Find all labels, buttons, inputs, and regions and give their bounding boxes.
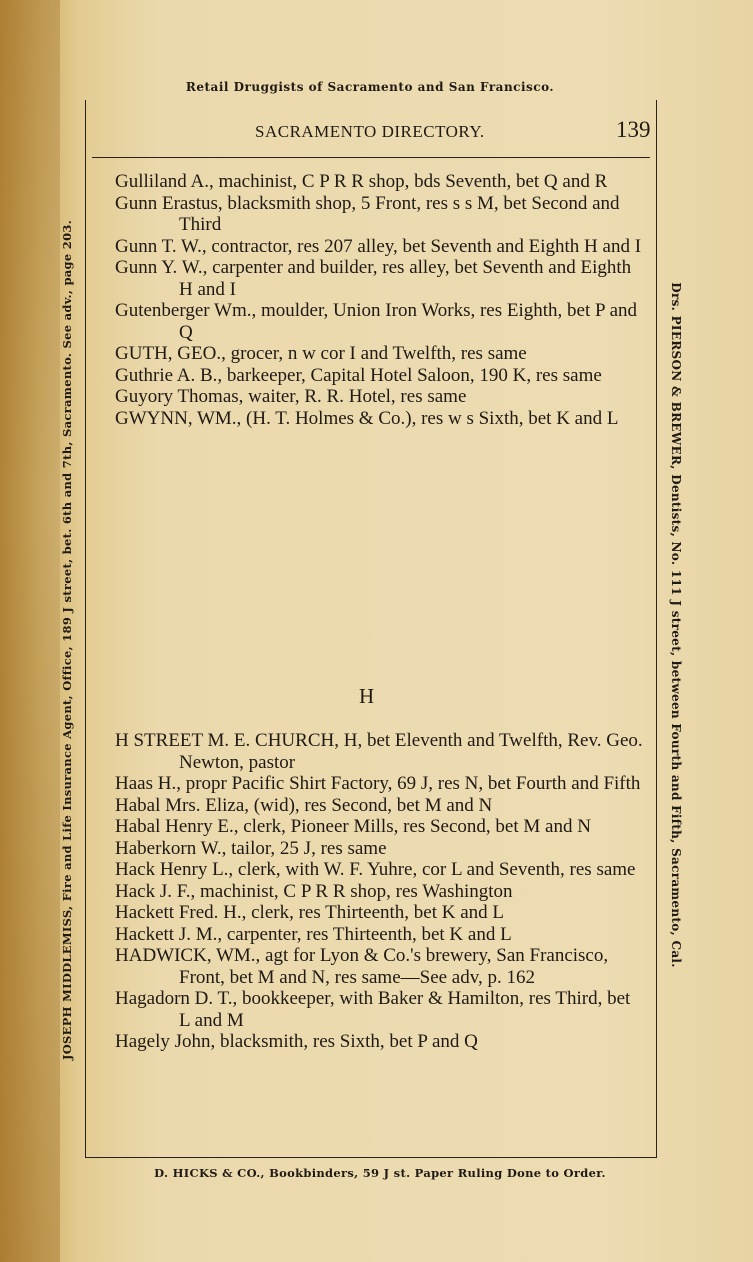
directory-entry: Gunn T. W., contractor, res 207 alley, bet Seventh and Eighth H and I xyxy=(115,235,642,257)
entries-list-h xyxy=(115,730,643,1053)
right-margin-text: Drs. PIERSON & BREWER, Dentists, No. 111 J street, between Fourth and Fifth, Sacramento, Cal. xyxy=(669,282,683,968)
directory-entry: GUTH, GEO., grocer, n w cor I and Twelfth, res same xyxy=(115,343,527,364)
directory-entry: Haas H., propr Pacific Shirt Factory, 69 J, res N, bet Fourth and Fifth xyxy=(115,773,641,794)
directory-entry: GWYNN, WM., (H. T. Holmes & Co.), res w s Sixth, bet K and L xyxy=(115,407,619,429)
directory-entry: HADWICK, WM., agt for Lyon & Co.'s brewery, San Francisco, Front, bet M and N, res same—See adv, p. 162 xyxy=(115,945,609,988)
directory-entry: Hack J. F., machinist, C P R R shop, res Washington xyxy=(115,880,513,902)
header-divider xyxy=(92,157,650,158)
directory-entry: Haberkorn W., tailor, 25 J, res same xyxy=(115,837,387,859)
entries-list-g xyxy=(115,171,643,429)
directory-entry: Gunn Y. W., carpenter and builder, res alley, bet Seventh and Eighth H and I xyxy=(115,257,632,300)
directory-entry: Hagadorn D. T., bookkeeper, with Baker & Hamilton, res Third, bet L and M xyxy=(115,988,631,1031)
directory-entry: Gulliland A., machinist, C P R R shop, bds Seventh, bet Q and R xyxy=(115,171,608,192)
directory-entry: Guyory Thomas, waiter, R. R. Hotel, res same xyxy=(115,386,467,407)
page-title: SACRAMENTO DIRECTORY. xyxy=(255,122,485,141)
page-number: 139 xyxy=(616,117,651,142)
left-margin-text: JOSEPH MIDDLEMISS, Fire and Life Insurance Agent, Office, 189 J street, bet. 6th and 7th, Sacramento. See adv., page 203. xyxy=(60,219,74,1061)
top-advertisement: Retail Druggists of Sacramento and San Francisco. xyxy=(185,80,555,94)
directory-entry: Hack Henry L., clerk, with W. F. Yuhre, cor L and Seventh, res same xyxy=(115,859,636,880)
directory-entry: Hackett Fred. H., clerk, res Thirteenth, bet K and L xyxy=(115,902,505,923)
directory-entry: Hagely John, blacksmith, res Sixth, bet P and Q xyxy=(115,1031,478,1052)
directory-entry: Hackett J. M., carpenter, res Thirteenth, bet K and L xyxy=(115,923,512,945)
section-heading-h: H xyxy=(359,684,375,708)
directory-entry: Habal Mrs. Eliza, (wid), res Second, bet M and N xyxy=(115,794,493,816)
directory-entry: Gunn Erastus, blacksmith shop, 5 Front, res s s M, bet Second and Third xyxy=(115,192,620,235)
directory-entry: H STREET M. E. CHURCH, H, bet Eleventh and Twelfth, Rev. Geo. Newton, pastor xyxy=(115,730,643,773)
directory-entry: Guthrie A. B., barkeeper, Capital Hotel Saloon, 190 K, res same xyxy=(115,364,602,386)
directory-entry: Habal Henry E., clerk, Pioneer Mills, res Second, bet M and N xyxy=(115,816,591,837)
directory-entry: Gutenberger Wm., moulder, Union Iron Works, res Eighth, bet P and Q xyxy=(115,300,638,343)
bottom-advertisement: D. HICKS & CO., Bookbinders, 59 J st. Paper Ruling Done to Order. xyxy=(154,1166,606,1180)
